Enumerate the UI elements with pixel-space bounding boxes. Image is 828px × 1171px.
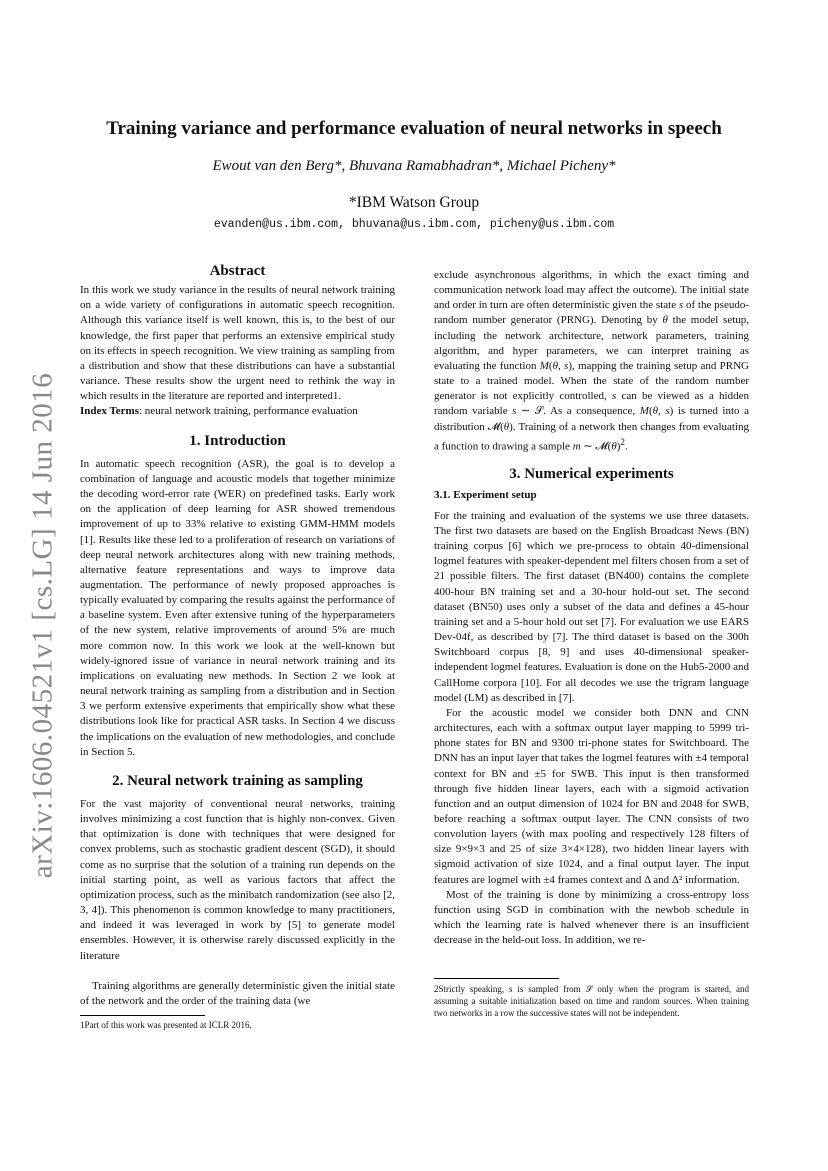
left-column-continuation (80, 979, 395, 1009)
footnote-2: 2Strictly speaking, s is sampled from 𝒮 only when the program is started, and assuming a suitable initialization based on time and random sources. When training two networks in a row the successive states will not be independent. (434, 984, 749, 1018)
arxiv-sidebar (10, 365, 75, 885)
index-terms-text: : neural network training, performance evaluation (139, 405, 358, 418)
section-2-heading: 2. Neural network training as sampling (112, 772, 363, 789)
footnote-rule-1 (80, 1015, 205, 1016)
section-3-paragraph-3: Most of the training is done by minimizing a cross-entropy loss function using SGD in combination with the newbob schedule in which the learning rate is halved whenever there is an insufficient decrease in the held-out loss. In addition, we re- (434, 888, 749, 947)
left-column (80, 264, 395, 964)
section-2-paragraph-1: For the vast majority of conventional neural networks, training involves minimizing a cost function that is highly non-convex. Given that optimization is done with techniques that were designed for convex problems, such as stochastic gradient descent (SGD), it should come as no surprise that the solution of a training run depends on the initial starting point, as well as various factors that affect the optimization process, such as the minibatch randomization (see also [2, 3, 4]). This phenomenon is common knowledge to many practitioners, and indeed it was leveraged in work by [5] to generate model ensembles. However, it is otherwise rarely discussed explicitly in the literature (80, 798, 395, 962)
author-emails: evanden@us.ibm.com, bhuvana@us.ibm.com, picheny@us.ibm.com (213, 218, 615, 231)
section-2-paragraph-2-end: exclude asynchronous algorithms, in which the exact timing and communication network load may affect the outcome). The initial state and order in turn are often deterministic given the state s of the pseudo-random number generator (PRNG). Denoting by θ the model setup, including the network architecture, network parameters, training algorithm, and hyper parameters, we can interpret training as evaluating the function M(θ, s), mapping the training setup and PRNG state to a trained model. When the state of the random number generator is not explicitly controlled, s can be viewed as a hidden random variable s ∼ 𝒮. As a consequence, M(θ, s) is turned into a distribution 𝓜(θ). Training of a network then changes from evaluating a function to drawing a sample m ∼ $𝓜(\theta)^2$. (434, 269, 750, 453)
section-3-paragraph-1: For the training and evaluation of the systems we use three datasets. The first two datasets are based on the English Broadcast News (BN) training corpus [6] which we pre-process to obtain 40-dimensional logmel features with speaker-dependent mel filters chosen from a set of 21 possible filters. The first dataset (BN400) contains the complete 400-hour BN training set and a 30-hour hold-out set. The second dataset (BN50) uses only a subset of the data and defines a 45-hour training set and a 5-hour hold out set [7]. For evaluation we use EARS Dev-04f, as described by [7]. The third dataset is based on the 300h Switchboard corpus [8, 9] and uses 40-dimensional speaker-independent logmel features. Evaluation is done on the Hub5-2000 and CallHome corpora [10]. For all decodes we use the trigram language model (LM) as described in [7]. (434, 509, 749, 704)
footnote-1: 1Part of this work was presented at ICLR 2016. (80, 1020, 252, 1030)
paper-title: Training variance and performance evaluation of neural networks in speech (106, 118, 722, 139)
abstract-text: In this work we study variance in the results of neural network training on a wide variety of configurations in automatic speech recognition. Although this variance itself is well known, this is, to the best of our knowledge, the first paper that performs an extensive empirical study on its effects in speech recognition. We view training as sampling from a distribution and show that these distributions can have a substantial variance. These results show the urgent need to rethink the way in which results in the literature are reported and interpreted1. (80, 284, 395, 403)
footnote-rule-2 (434, 978, 559, 979)
author-list: Ewout van den Berg*, Bhuvana Ramabhadran*, Michael Picheny* (212, 158, 616, 174)
section-2-paragraph-2-start: Training algorithms are generally deterministic given the initial state of the network and the order of the training data (we (80, 980, 395, 1008)
section-1-text: In automatic speech recognition (ASR), the goal is to develop a combination of language and acoustic models that together minimize the decoding word-error rate (WER) on predefined tasks. Early work on the application of deep learning for ASR showed tremendous improvement of up to 33% relative to existing GMM-HMM models [1]. Results like these led to a proliferation of research on variations of deep neural network architectures along with new training methods, alternative feature representations and ways to improve data augmentation. The performance of newly proposed approaches is typically evaluated by comparing the results against the performance of a baseline system. Even after extensive tuning of the hyperparameters of the new system, relative improvements of around 5% are much more common now. In this work we look at the well-known but widely-ignored issue of variance in neural network training and its implications on evaluating new methods. In Section 2 we look at neural network training as sampling from a distribution and in Section 3 we perform extensive experiments that empirically show what these distributions look like for practical ASR tasks. In Section 4 we discuss the implications on the evaluation of new methodologies, and conclude in Section 5. (80, 457, 395, 758)
right-column (434, 268, 749, 948)
section-1-heading: 1. Introduction (189, 432, 286, 449)
arxiv-identifier: arXiv:1606.04521v1 [cs.LG] 14 Jun 2016 (26, 372, 59, 878)
index-terms-label: Index Terms (80, 405, 139, 418)
section-3-paragraph-2: For the acoustic model we consider both DNN and CNN architectures, each with a softmax output layer mapping to 5999 tri-phone states for BN and 9300 tri-phone states for Switchboard. The DNN has an input layer that takes the logmel features with ±4 temporal context for BN and ±5 for SWB. This input is then transformed through five hidden linear layers, each with a sigmoid activation function and an output dimension of 1024 for BN and 2048 for SWB, before reaching a softmax output layer. The CNN consists of two convolution layers (with max pooling and respectively 128 filters of size 9×9×3 and 25 of size 3×4×128), two hidden linear layers with sigmoid activation of size 1024, and a final output layer. The input features are logmel with ±4 frames context and Δ and Δ² information. (434, 706, 749, 886)
subsection-3-1-heading: 3.1. Experiment setup (434, 488, 537, 501)
section-3-heading: 3. Numerical experiments (509, 465, 674, 482)
index-terms (80, 404, 395, 419)
abstract-heading: Abstract (209, 263, 266, 279)
affiliation: *IBM Watson Group (348, 194, 480, 211)
